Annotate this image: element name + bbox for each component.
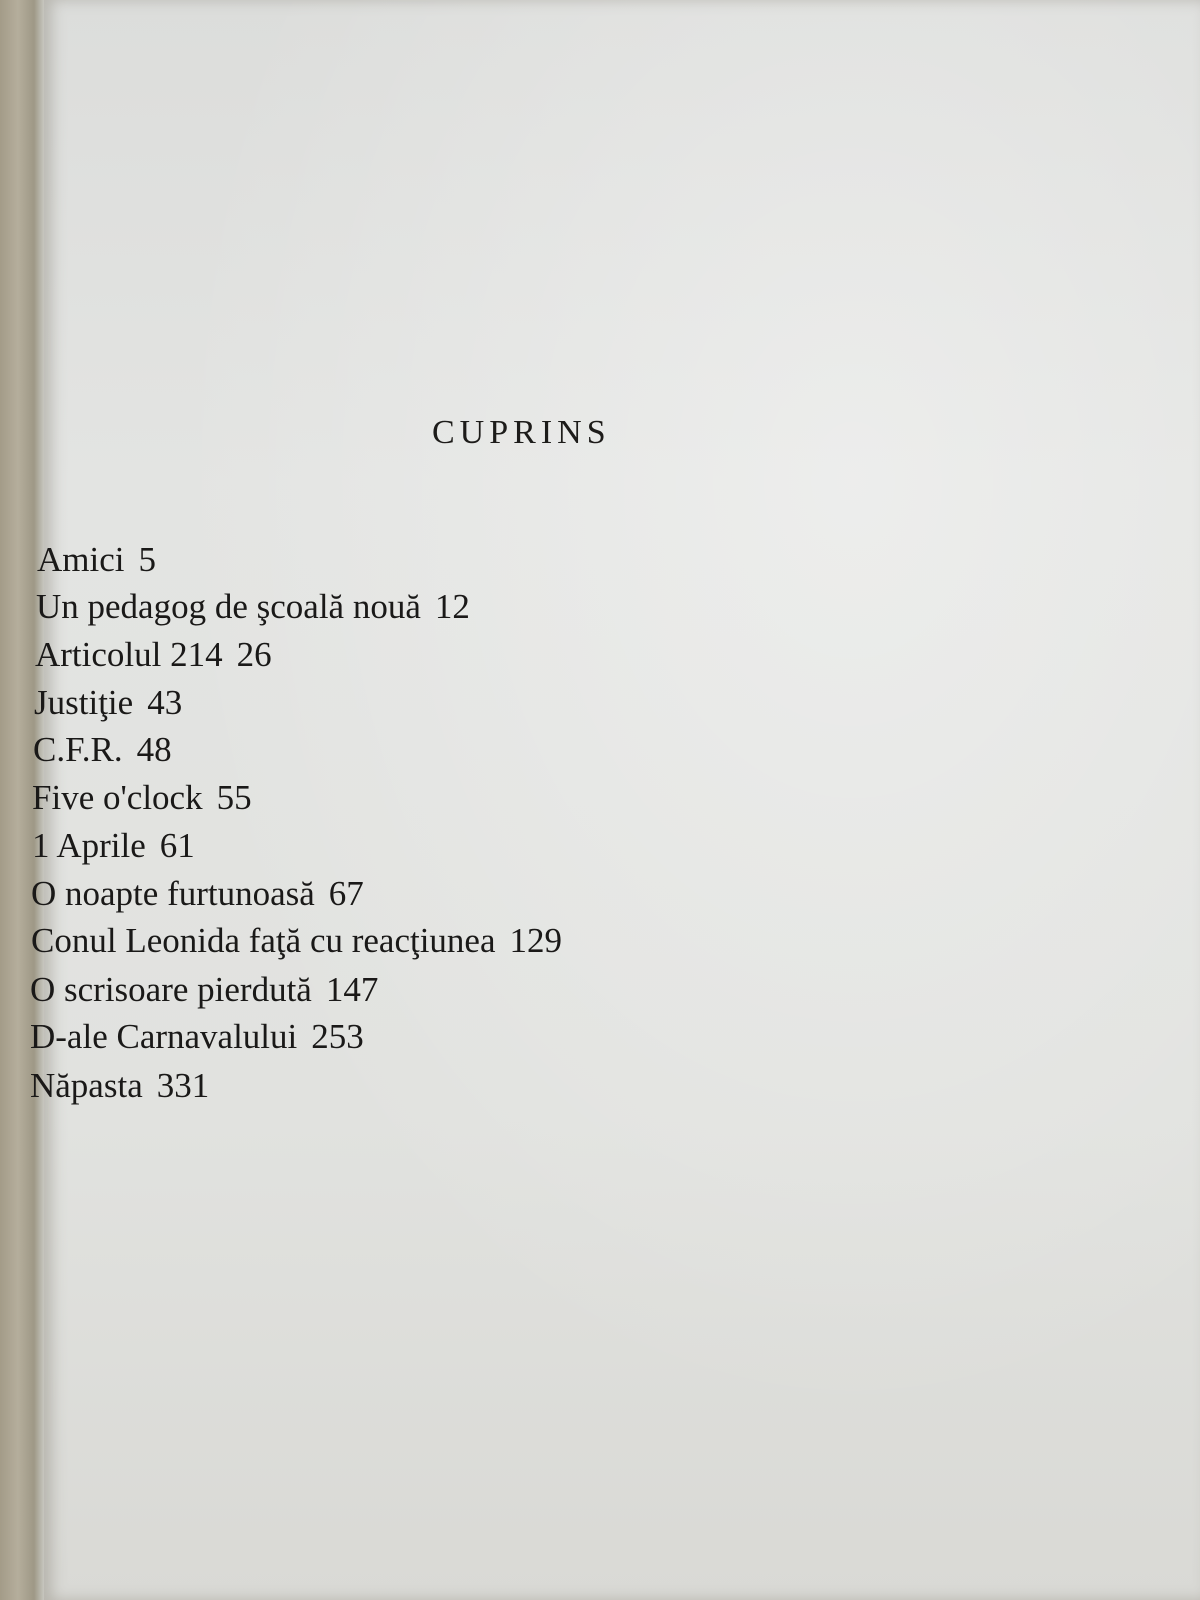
- toc-entry: [33, 730, 172, 770]
- toc-entry-page: 129: [509, 921, 563, 960]
- toc-entry-page: 12: [434, 587, 470, 626]
- toc-entry: [37, 540, 156, 580]
- toc-entry: [32, 778, 252, 818]
- toc-entry: [30, 1066, 209, 1106]
- toc-entry-title: C.F.R.: [33, 730, 123, 769]
- toc-entry: [35, 635, 272, 675]
- toc-entry-title: Amici: [37, 540, 125, 579]
- toc-entry-title: 1 Aprile: [32, 826, 146, 865]
- toc-entry-page: 253: [311, 1017, 364, 1056]
- toc-entry: [32, 826, 195, 866]
- toc-entry-page: 67: [328, 874, 364, 913]
- toc-entry-title: Năpasta: [30, 1066, 143, 1105]
- toc-entry-title: Five o'clock: [32, 778, 203, 817]
- toc-entry: [31, 921, 562, 961]
- toc-entry: [36, 587, 470, 627]
- toc-entry-page: 5: [138, 540, 156, 579]
- toc-entry-page: 61: [159, 826, 195, 865]
- toc-entry-title: Articolul 214: [35, 635, 223, 674]
- toc-entry-title: D-ale Carnavalului: [30, 1017, 298, 1056]
- toc-entry: [34, 683, 182, 723]
- book-page: [30, 0, 1200, 1600]
- toc-entry: [30, 1017, 364, 1057]
- toc-entry-title: Conul Leonida faţă cu reacţiunea: [31, 921, 496, 960]
- toc-entry-page: 147: [325, 970, 379, 1009]
- page-title: CUPRINS: [432, 414, 611, 451]
- toc-entry: [30, 970, 378, 1010]
- toc-entry-title: O noapte furtunoasă: [31, 874, 315, 913]
- toc-entry-title: O scrisoare pierdută: [30, 970, 312, 1009]
- toc-entry-page: 48: [136, 730, 172, 769]
- toc-entry-page: 26: [236, 635, 272, 674]
- toc-entry-title: Justiţie: [34, 683, 134, 722]
- toc-entry-page: 55: [216, 778, 252, 817]
- toc-entry-page: 331: [156, 1066, 210, 1105]
- toc-entry: [31, 874, 364, 914]
- toc-entry-page: 43: [147, 683, 183, 722]
- toc-entry-title: Un pedagog de şcoală nouă: [36, 587, 421, 626]
